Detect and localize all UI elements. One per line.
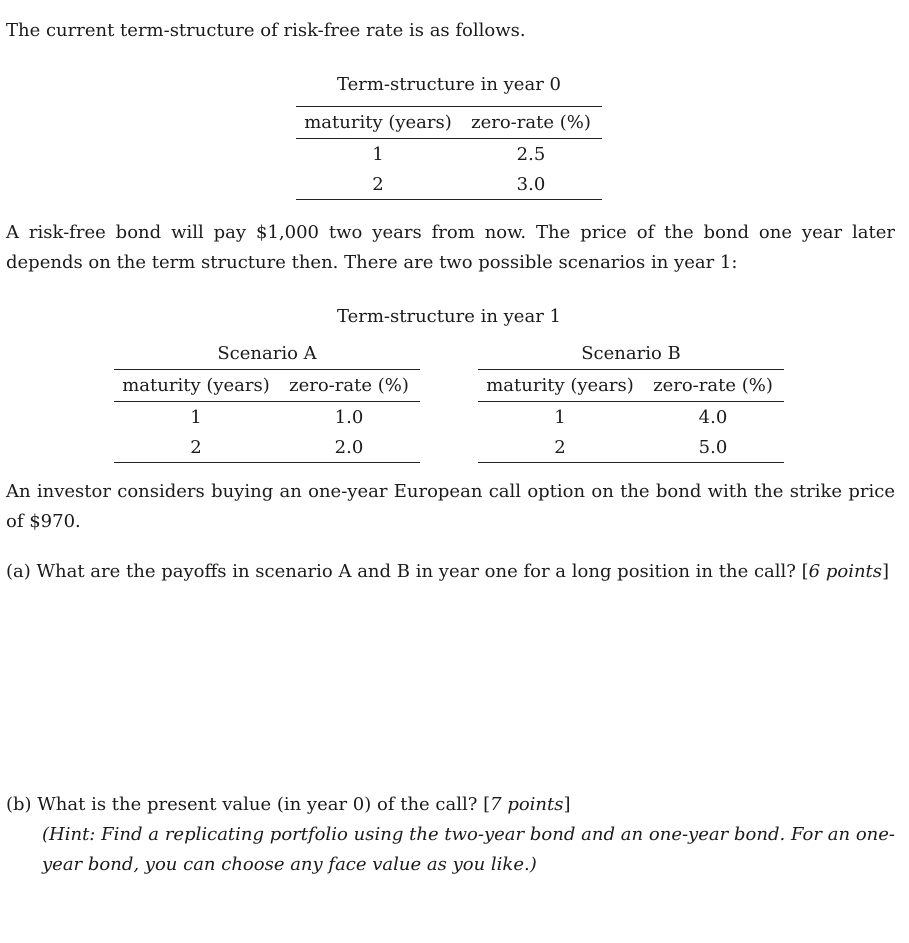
table0-caption: Term-structure in year 0 bbox=[337, 74, 561, 95]
scenario-a-title: Scenario A bbox=[217, 343, 317, 364]
table-row bbox=[478, 402, 784, 433]
table-cell: 1 bbox=[554, 406, 566, 428]
scenario-a-header-row bbox=[114, 370, 420, 402]
scenario-a-table bbox=[114, 369, 420, 463]
question-a-points: 6 points bbox=[808, 561, 883, 582]
question-b-points: 7 points bbox=[490, 794, 564, 815]
year1-caption: Term-structure in year 1 bbox=[337, 306, 561, 327]
table-cell: 2 bbox=[114, 432, 278, 463]
table0-header-zero-rate: zero-rate (%) bbox=[460, 107, 602, 139]
table-cell: 2 bbox=[296, 169, 460, 200]
question-a-close: ] bbox=[882, 561, 890, 582]
question-a bbox=[6, 557, 889, 587]
option-paragraph: An investor considers buying an one-year European call option on the bond with the strike price of $970. bbox=[6, 481, 895, 532]
table-row bbox=[114, 432, 420, 463]
scenario-b-table bbox=[478, 369, 784, 463]
table-cell: 4.0 bbox=[698, 406, 728, 428]
intro-text: The current term-structure of risk-free rate is as follows. bbox=[6, 20, 526, 41]
scenario-b-header-zero-rate: zero-rate (%) bbox=[642, 370, 784, 402]
table-cell: 2.0 bbox=[278, 432, 420, 463]
table-cell: 3.0 bbox=[460, 169, 602, 200]
table-cell: 2 bbox=[478, 432, 642, 463]
table0 bbox=[296, 106, 602, 200]
scenario-b-title: Scenario B bbox=[581, 343, 681, 364]
table-row bbox=[478, 432, 784, 463]
table0-header-row bbox=[296, 107, 602, 139]
table-row bbox=[296, 169, 602, 200]
table-cell: 2.5 bbox=[516, 143, 546, 165]
scenario-a-header-maturity: maturity (years) bbox=[114, 370, 278, 402]
table0-header-maturity: maturity (years) bbox=[296, 107, 460, 139]
table-row bbox=[114, 402, 420, 433]
table-cell: 1.0 bbox=[334, 406, 364, 428]
scenario-b-header-maturity: maturity (years) bbox=[478, 370, 642, 402]
table-cell: 1 bbox=[372, 143, 384, 165]
question-b-text: (b) What is the present value (in year 0) of the call? [ bbox=[6, 794, 491, 815]
table-row bbox=[296, 139, 602, 170]
scenario-a-header-zero-rate: zero-rate (%) bbox=[278, 370, 420, 402]
question-b-close: ] bbox=[563, 794, 571, 815]
bond-paragraph: A risk-free bond will pay $1,000 two years from now. The price of the bond one year later depends on the term structure then. There are two possible scenarios in year 1: bbox=[6, 222, 895, 273]
question-b-hint: (Hint: Find a replicating portfolio using the two-year bond and an one-year bond. For an one-year bond, you can choose any face value as you like.) bbox=[42, 824, 895, 875]
table-cell: 1 bbox=[190, 406, 202, 428]
scenario-b-header-row bbox=[478, 370, 784, 402]
question-a-text: (a) What are the payoffs in scenario A and B in year one for a long position in the call? [ bbox=[6, 561, 809, 582]
table-cell: 5.0 bbox=[642, 432, 784, 463]
question-b bbox=[6, 790, 571, 820]
